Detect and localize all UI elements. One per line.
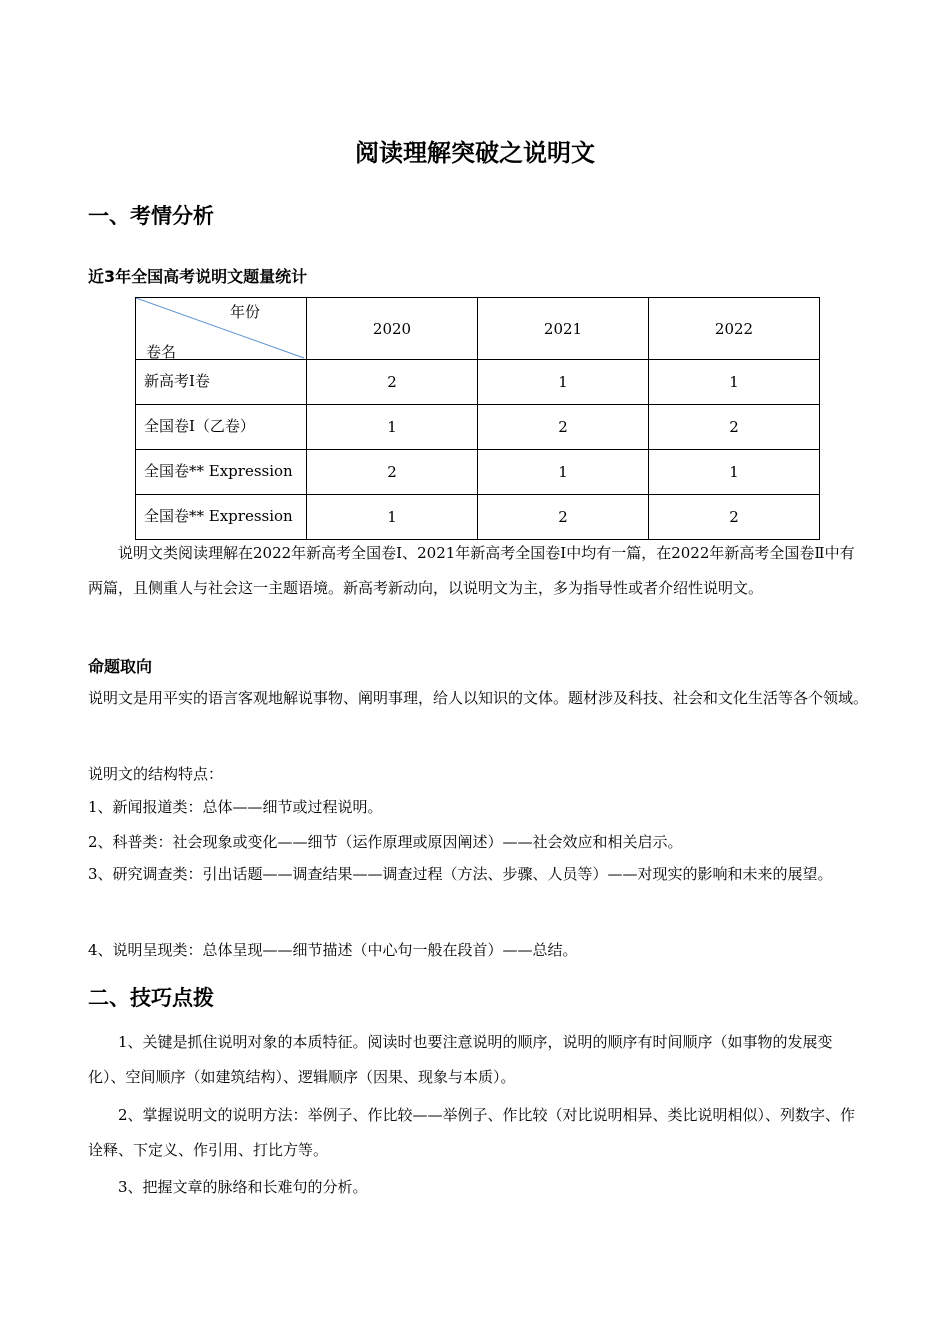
table-row bbox=[136, 450, 820, 495]
section-heading-tips: 二、技巧点拨 bbox=[88, 986, 214, 1010]
count-cell: 2 bbox=[478, 495, 649, 540]
paper-name-cell: 全国卷** Expression bbox=[136, 450, 307, 495]
header-year-label: 年份 bbox=[230, 303, 261, 321]
structure-item: 3、研究调查类：引出话题——调查结果——调查过程（方法、步骤、人员等）——对现实的影响和未来的展望。 bbox=[88, 865, 833, 883]
paper-name-cell: 新高考I卷 bbox=[136, 360, 307, 405]
summary-paragraph: 说明文类阅读理解在2022年新高考全国卷Ⅰ、2021年新高考全国卷Ⅰ中均有一篇，在2022年新高考全国卷Ⅱ中有两篇，且侧重人与社会这一主题语境。新高考新动向，以说明文为主，多为指导性或者介绍性说明文。 bbox=[88, 544, 855, 597]
count-cell: 2 bbox=[307, 450, 478, 495]
count-cell: 1 bbox=[307, 405, 478, 450]
tip-paragraph: 1、关键是抓住说明对象的本质特征。阅读时也要注意说明的顺序，说明的顺序有时间顺序（如事物的发展变化）、空间顺序（如建筑结构）、逻辑顺序（因果、现象与本质）。 bbox=[88, 1033, 833, 1086]
count-cell: 2 bbox=[307, 360, 478, 405]
table-row bbox=[136, 495, 820, 540]
tip-paragraph: 3、把握文章的脉络和长难句的分析。 bbox=[118, 1178, 368, 1196]
count-cell: 1 bbox=[307, 495, 478, 540]
count-cell: 1 bbox=[649, 360, 820, 405]
count-cell: 2 bbox=[649, 495, 820, 540]
table-corner-cell bbox=[136, 298, 307, 360]
year-header: 2021 bbox=[478, 298, 649, 360]
count-cell: 1 bbox=[478, 360, 649, 405]
paper-name-cell: 全国卷I（乙卷） bbox=[136, 405, 307, 450]
table-row bbox=[136, 405, 820, 450]
structure-intro: 说明文的结构特点： bbox=[88, 765, 224, 783]
table-row bbox=[136, 360, 820, 405]
structure-item: 4、说明呈现类：总体呈现——细节描述（中心句一般在段首）——总结。 bbox=[88, 941, 578, 959]
subheading-proposition: 命题取向 bbox=[88, 657, 153, 676]
count-cell: 2 bbox=[649, 405, 820, 450]
header-paper-label: 卷名 bbox=[146, 343, 177, 360]
structure-item: 2、科普类：社会现象或变化——细节（运作原理或原因阐述）——社会效应和相关启示。 bbox=[88, 833, 683, 851]
count-cell: 1 bbox=[649, 450, 820, 495]
year-header: 2020 bbox=[307, 298, 478, 360]
count-cell: 1 bbox=[478, 450, 649, 495]
definition-paragraph: 说明文是用平实的语言客观地解说事物、阐明事理，给人以知识的文体。题材涉及科技、社会和文化生活等各个领域。 bbox=[88, 689, 869, 707]
table-caption: 近3年全国高考说明文题量统计 bbox=[88, 267, 308, 286]
structure-item: 1、新闻报道类：总体——细节或过程说明。 bbox=[88, 798, 383, 816]
stats-table bbox=[135, 297, 820, 540]
section-heading-analysis: 一、考情分析 bbox=[88, 204, 214, 228]
count-cell: 2 bbox=[478, 405, 649, 450]
document-title: 阅读理解突破之说明文 bbox=[355, 139, 595, 167]
tip-paragraph: 2、掌握说明文的说明方法：举例子、作比较——举例子、作比较（对比说明相异、类比说明相似）、列数字、作诠释、下定义、作引用、打比方等。 bbox=[88, 1106, 856, 1159]
year-header: 2022 bbox=[649, 298, 820, 360]
paper-name-cell: 全国卷** Expression bbox=[136, 495, 307, 540]
table-header-row bbox=[136, 298, 820, 360]
